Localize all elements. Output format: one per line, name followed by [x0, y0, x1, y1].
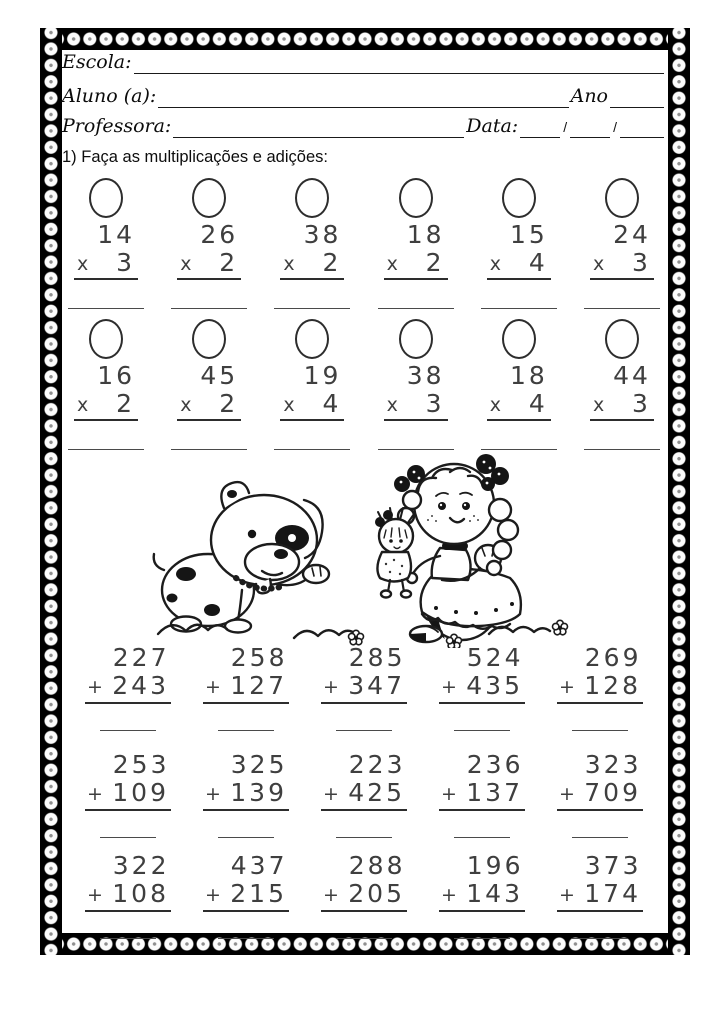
plus-operator: + [441, 676, 457, 698]
school-row [62, 48, 666, 74]
plus-operator: + [205, 884, 221, 906]
multiplier-row [487, 249, 551, 280]
answer-line[interactable] [584, 308, 660, 309]
addend-top: 253 [112, 750, 170, 779]
teacher-label: Professora: [62, 115, 172, 137]
multiplication-problem [268, 178, 356, 309]
times-operator: x [77, 394, 89, 416]
addition-problem [196, 852, 296, 939]
plus-operator: + [87, 783, 103, 805]
answer-circle[interactable] [89, 178, 123, 218]
plus-operator: + [323, 783, 339, 805]
multiplication-problem [62, 319, 150, 450]
times-operator: x [180, 253, 192, 275]
addition-problem [78, 852, 178, 939]
answer-line[interactable] [454, 938, 510, 939]
answer-circle[interactable] [502, 178, 536, 218]
multiplicand: 19 [303, 361, 342, 390]
multiplicand: 44 [613, 361, 651, 390]
times-operator: x [77, 253, 89, 275]
multiplication-problem [165, 319, 253, 450]
addend-row [439, 880, 525, 912]
addend-bottom: 709 [584, 778, 641, 807]
multiplicand: 18 [406, 220, 445, 249]
times-operator: x [592, 253, 605, 275]
answer-line[interactable] [584, 449, 660, 450]
addend-row [85, 672, 171, 704]
addition-problem [78, 644, 178, 731]
answer-circle[interactable] [399, 319, 433, 359]
answer-line[interactable] [171, 449, 247, 450]
multiplication-row-2 [62, 319, 666, 450]
answer-circle[interactable] [399, 178, 433, 218]
addend-bottom: 137 [466, 778, 523, 807]
answer-circle[interactable] [605, 178, 639, 218]
addend-top: 373 [584, 851, 642, 880]
multiplication-problem [475, 178, 563, 309]
answer-line[interactable] [218, 938, 274, 939]
multiplier-row [384, 249, 448, 280]
plus-operator: + [87, 884, 103, 906]
date-year-blank[interactable] [620, 117, 664, 138]
times-operator: x [386, 253, 398, 275]
answer-line[interactable] [378, 449, 454, 450]
addend-row [85, 779, 171, 811]
multiplicand: 45 [200, 361, 239, 390]
addend-top: 285 [348, 643, 406, 672]
multiplier-row [487, 390, 551, 421]
answer-line[interactable] [100, 730, 156, 731]
date-label: Data: [466, 115, 519, 137]
addend-top: 236 [466, 750, 524, 779]
multiplier-row [177, 249, 241, 280]
addend-row [203, 880, 289, 912]
answer-line[interactable] [454, 837, 510, 838]
multiplier-row [384, 390, 448, 421]
answer-circle[interactable] [89, 319, 123, 359]
addend-top: 288 [348, 851, 406, 880]
answer-circle[interactable] [295, 178, 329, 218]
addition-problem [550, 644, 650, 731]
answer-circle[interactable] [192, 178, 226, 218]
teacher-row [62, 112, 666, 138]
date-slash: / [613, 119, 617, 135]
addend-bottom: 108 [112, 879, 169, 908]
answer-line[interactable] [481, 308, 557, 309]
addend-bottom: 174 [584, 879, 641, 908]
answer-line[interactable] [274, 449, 350, 450]
addend-bottom: 243 [112, 671, 169, 700]
year-blank-line[interactable] [610, 87, 664, 108]
addend-top: 227 [112, 643, 170, 672]
addend-top: 223 [348, 750, 406, 779]
date-slash: / [563, 119, 568, 135]
plus-operator: + [559, 676, 575, 698]
multiplier: 2 [425, 248, 445, 277]
addition-row-2 [62, 751, 666, 838]
student-label: Aluno (a): [62, 85, 157, 107]
multiplicand: 18 [509, 361, 548, 390]
addend-bottom: 127 [230, 671, 287, 700]
times-operator: x [283, 253, 295, 275]
multiplication-problem [62, 178, 150, 309]
addend-row [203, 672, 289, 704]
times-operator: x [180, 394, 192, 416]
addition-problem [432, 751, 532, 838]
addition-problem [78, 751, 178, 838]
addend-bottom: 128 [584, 671, 641, 700]
times-operator: x [386, 394, 398, 416]
addend-bottom: 139 [230, 778, 287, 807]
answer-line[interactable] [336, 730, 392, 731]
addend-top: 437 [230, 851, 288, 880]
addend-row [85, 880, 171, 912]
multiplier-row [74, 390, 138, 421]
multiplication-row-1 [62, 178, 666, 309]
answer-line[interactable] [481, 449, 557, 450]
answer-line[interactable] [454, 730, 510, 731]
answer-circle[interactable] [192, 319, 226, 359]
plus-operator: + [441, 783, 457, 805]
addend-top: 269 [584, 643, 642, 672]
addend-row [321, 779, 407, 811]
teacher-blank-line[interactable] [173, 117, 464, 138]
plus-operator: + [205, 783, 221, 805]
multiplicand: 24 [613, 220, 651, 249]
addition-problem [314, 751, 414, 838]
girl-with-doll-and-puppy-illustration [144, 452, 584, 648]
multiplier-row [280, 249, 344, 280]
student-blank-line[interactable] [158, 87, 568, 108]
answer-line[interactable] [336, 938, 392, 939]
multiplication-problem [372, 178, 460, 309]
addend-bottom: 205 [348, 879, 405, 908]
answer-circle[interactable] [605, 319, 639, 359]
addend-row [439, 779, 525, 811]
multiplier: 3 [425, 389, 445, 418]
answer-circle[interactable] [502, 319, 536, 359]
multiplicand: 16 [97, 361, 135, 390]
border-left [40, 28, 62, 955]
addition-problem [196, 644, 296, 731]
multiplier: 3 [632, 248, 651, 277]
plus-operator: + [87, 676, 103, 698]
multiplier: 2 [219, 248, 239, 277]
addition-problem [550, 751, 650, 838]
answer-circle[interactable] [295, 319, 329, 359]
addend-row [321, 672, 407, 704]
addend-row [203, 779, 289, 811]
multiplication-problem [268, 319, 356, 450]
plus-operator: + [559, 884, 575, 906]
student-row [62, 82, 666, 108]
multiplication-problem [165, 178, 253, 309]
addend-row [557, 779, 643, 811]
multiplier: 2 [322, 248, 342, 277]
answer-line[interactable] [274, 308, 350, 309]
answer-line[interactable] [100, 938, 156, 939]
multiplication-problem [372, 319, 460, 450]
plus-operator: + [559, 783, 575, 805]
instruction-text: 1) Faça as multiplicações e adições: [62, 148, 328, 166]
multiplication-problem [475, 319, 563, 450]
addend-row [557, 880, 643, 912]
answer-line[interactable] [68, 308, 144, 309]
date-day-blank[interactable] [520, 117, 560, 138]
addend-top: 322 [112, 851, 170, 880]
doll [375, 508, 414, 598]
multiplier: 4 [528, 248, 548, 277]
addend-bottom: 425 [348, 778, 405, 807]
multiplicand: 26 [200, 220, 239, 249]
answer-line[interactable] [336, 837, 392, 838]
multiplier: 4 [322, 389, 342, 418]
addend-row [321, 880, 407, 912]
addend-bottom: 435 [466, 671, 523, 700]
addition-row-3 [62, 852, 666, 939]
plus-operator: + [323, 884, 339, 906]
puppy [154, 482, 329, 632]
answer-line[interactable] [171, 308, 247, 309]
addition-problem [432, 644, 532, 731]
answer-line[interactable] [218, 837, 274, 838]
addend-top: 325 [230, 750, 288, 779]
multiplication-problem [578, 178, 666, 309]
multiplication-problem [578, 319, 666, 450]
plus-operator: + [441, 884, 457, 906]
addition-problem [314, 644, 414, 731]
times-operator: x [489, 253, 501, 275]
plus-operator: + [323, 676, 339, 698]
border-right [668, 28, 690, 955]
multiplier-row [280, 390, 344, 421]
answer-line[interactable] [572, 837, 628, 838]
addition-problem [196, 751, 296, 838]
addition-problem [314, 852, 414, 939]
girl-head [414, 464, 494, 544]
multiplier: 2 [219, 389, 239, 418]
times-operator: x [283, 394, 295, 416]
multiplier: 3 [116, 248, 135, 277]
answer-line[interactable] [68, 449, 144, 450]
multiplier-row [74, 249, 138, 280]
worksheet-content [62, 46, 666, 939]
answer-line[interactable] [572, 730, 628, 731]
plus-operator: + [205, 676, 221, 698]
multiplicand: 14 [97, 220, 135, 249]
times-operator: x [489, 394, 501, 416]
addend-top: 524 [466, 643, 524, 672]
addition-row-1 [62, 644, 666, 731]
addend-top: 196 [466, 851, 524, 880]
multiplier-row [590, 390, 654, 421]
addend-row [557, 672, 643, 704]
multiplier-row [590, 249, 654, 280]
multiplicand: 15 [509, 220, 548, 249]
addition-problem [432, 852, 532, 939]
bodice [432, 548, 471, 580]
year-label: Ano [570, 85, 608, 107]
date-month-blank[interactable] [570, 117, 610, 138]
school-blank-line[interactable] [134, 53, 664, 74]
addend-bottom: 143 [466, 879, 523, 908]
multiplicand: 38 [406, 361, 445, 390]
answer-line[interactable] [572, 938, 628, 939]
addend-top: 258 [230, 643, 288, 672]
multiplicand: 38 [303, 220, 342, 249]
addend-top: 323 [584, 750, 642, 779]
multiplier-row [177, 390, 241, 421]
addend-bottom: 215 [230, 879, 287, 908]
answer-line[interactable] [100, 837, 156, 838]
addend-row [439, 672, 525, 704]
addition-problem [550, 852, 650, 939]
times-operator: x [592, 394, 605, 416]
addend-bottom: 347 [348, 671, 405, 700]
addend-bottom: 109 [112, 778, 169, 807]
multiplier: 4 [528, 389, 548, 418]
answer-line[interactable] [218, 730, 274, 731]
school-label: Escola: [62, 51, 132, 73]
answer-line[interactable] [378, 308, 454, 309]
multiplier: 2 [116, 389, 135, 418]
multiplier: 3 [632, 389, 651, 418]
